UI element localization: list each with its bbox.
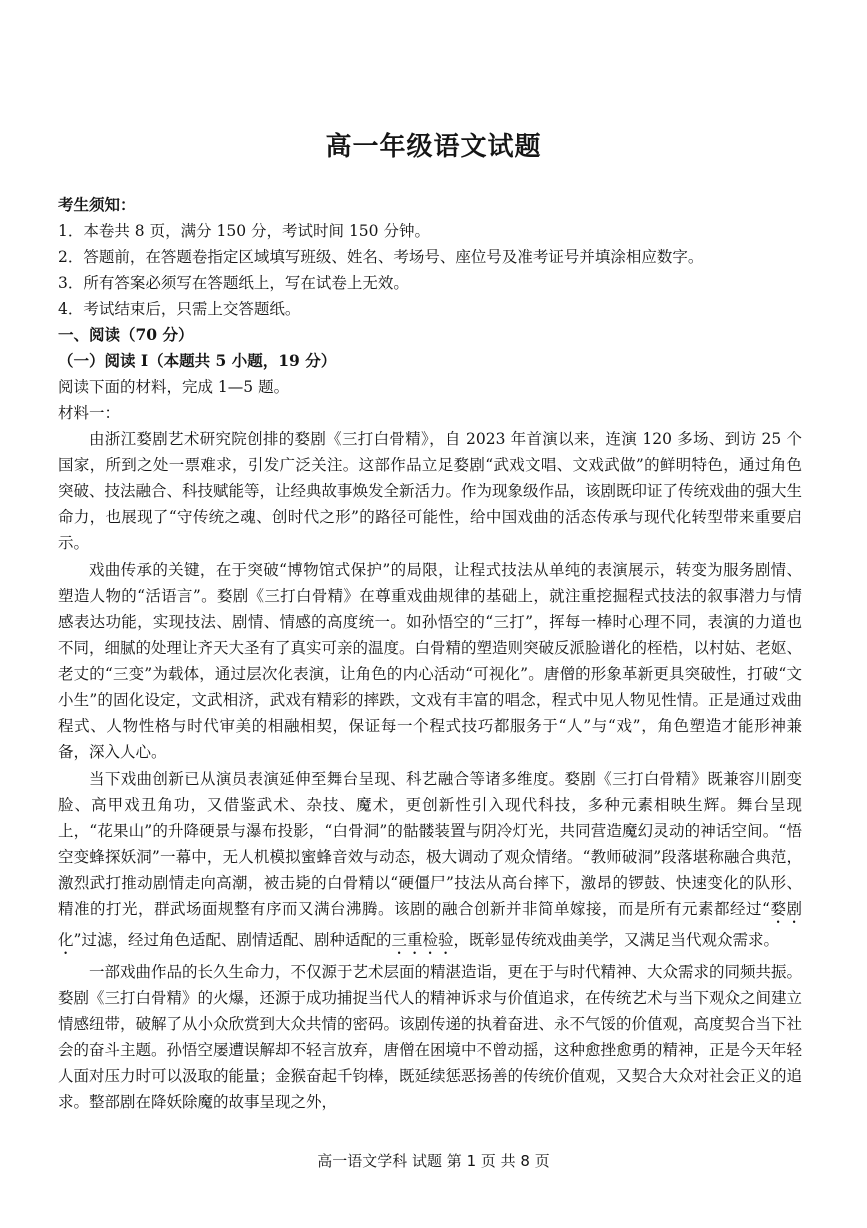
notice-item-1: 1．本卷共 8 页，满分 150 分，考试时间 150 分钟。 xyxy=(58,222,430,240)
paragraph-2: 戏曲传承的关键，在于突破“博物馆式保护”的局限，让程式技法从单纯的表演展示，转变为服务剧情、塑造人物的“活语言”。婺剧《三打白骨精》在尊重戏曲规律的基础上，就注重挖掘程式技法的叙事潜力与情感表达功能，实现技法、剧情、情感的高度统一。如孙悟空的“三打”，挥每一棒时心理不同，表演的力道也不同，细腻的处理让齐天大圣有了真实可亲的温度。白骨精的塑造则突破反派脸谱化的桎梏，以村姑、老妪、老丈的“三变”为载体，通过层次化表演，让角色的内心活动“可视化”。唐僧的形象革新更具突破性，打破“文小生”的固化设定，文武相济，武戏有精彩的摔跌，文戏有丰富的唱念，程式中见人物见性情。正是通过戏曲程式、人物性格与时代审美的相融相契，保证每一个程式技巧都服务于“人”与“戏”，角色塑造才能形神兼备，深入人心。 xyxy=(58,561,803,761)
section-heading: 一、阅读（70 分） xyxy=(58,325,194,344)
notice-item-2: 2．答题前，在答题卷指定区域填写班级、姓名、考场号、座位号及准考证号并填涂相应数字。 xyxy=(58,248,704,266)
exam-notice xyxy=(58,192,828,426)
emphasized-term-1: 婺剧化 xyxy=(58,900,802,949)
material-one-text xyxy=(58,426,802,1115)
notice-heading: 考生须知： xyxy=(58,195,136,214)
notice-item-4: 4．考试结束后，只需上交答题纸。 xyxy=(58,300,301,318)
paragraph-3-text-b: ”过滤，经过角色适配、剧情适配、剧种适配的 xyxy=(73,931,392,949)
page-footer: 高一语文学科 试题 第 1 页 共 8 页 xyxy=(317,1152,550,1170)
paragraph-1: 由浙江婺剧艺术研究院创排的婺剧《三打白骨精》，自 2023 年首演以来，连演 120 多场、到访 25 个国家，所到之处一票难求，引发广泛关注。这部作品立足婺剧“武戏文唱、文戏武做”的鲜明特色，通过角色突破、技法融合、科技赋能等，让经典故事焕发全新活力。作为现象级作品，该剧既印证了传统戏曲的强大生命力，也展现了“守传统之魂、创时代之形”的路径可能性，给中国戏曲的活态传承与现代化转型带来重要启示。 xyxy=(58,430,803,552)
paragraph-3 xyxy=(58,766,802,958)
paragraph-4: 一部戏曲作品的长久生命力，不仅源于艺术层面的精湛造诣，更在于与时代精神、大众需求的同频共振。婺剧《三打白骨精》的火爆，还源于成功捕捉当代人的精神诉求与价值追求，在传统艺术与当下观众之间建立情感纽带，破解了从小众欣赏到大众共情的密码。该剧传递的执着奋进、永不气馁的价值观，高度契合当下社会的奋斗主题。孙悟空屡遭误解却不轻言放弃，唐僧在困境中不曾动摇，这种愈挫愈勇的精神，正是今天年轻人面对压力时可以汲取的能量；金猴奋起千钧棒，既延续惩恶扬善的传统价值观，又契合大众对社会正义的追求。整部剧在降妖除魔的故事呈现之外， xyxy=(58,963,803,1111)
material-label: 材料一： xyxy=(58,404,121,422)
notice-item-3: 3．所有答案必须写在答题纸上，写在试卷上无效。 xyxy=(58,274,409,292)
reading-instruction: 阅读下面的材料，完成 1—5 题。 xyxy=(58,378,290,396)
paragraph-3-text-c: ，既彰显传统戏曲美学，又满足当代观众需求。 xyxy=(453,931,779,949)
page-title: 高一年级语文试题 xyxy=(325,132,542,162)
emphasized-term-2: 三重检验 xyxy=(391,931,454,949)
paragraph-3-text-a: 当下戏曲创新已从演员表演延伸至舞台呈现、科艺融合等诸多维度。婺剧《三打白骨精》既兼容川剧变脸、高甲戏丑角功，又借鉴武术、杂技、魔术，更创新性引入现代科技，多种元素相映生辉。舞台呈现上，“花果山”的升降硬景与瀑布投影，“白骨洞”的骷髅装置与阴冷灯光，共同营造魔幻灵动的神话空间。“悟空变蜂探妖洞”一幕中，无人机模拟蜜蜂音效与动态，极大调动了观众情绪。“教师破洞”段落堪称融合典范，激烈武打推动剧情走向高潮，被击毙的白骨精以“硬僵尸”技法从高台摔下，激昂的锣鼓、快速变化的队形、精准的打光，群武场面规整有序而又满台沸腾。该剧的融合创新并非简单嫁接，而是所有元素都经过“ xyxy=(58,770,802,918)
subsection-heading: （一）阅读 I（本题共 5 小题，19 分） xyxy=(58,351,337,370)
